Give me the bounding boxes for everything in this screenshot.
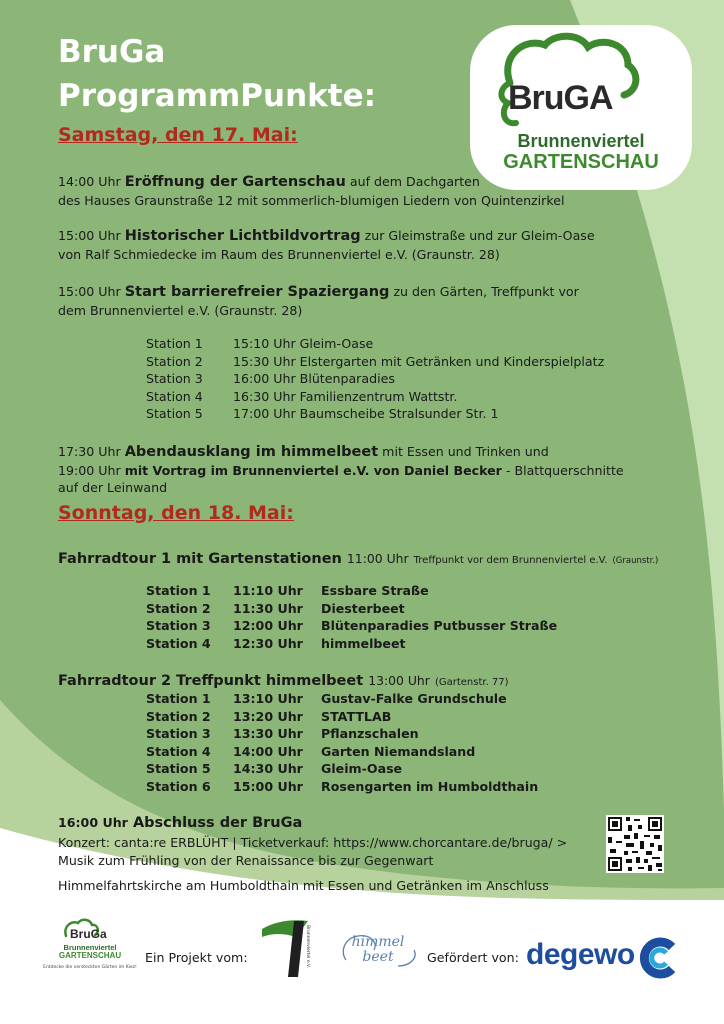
station-label: Station 4 [146,635,211,651]
tour1-heading [58,551,658,567]
station-text: 17:00 Uhr Baumscheibe Stralsunder Str. 1 [233,406,499,421]
closing-heading [58,815,302,831]
station-label: Station 1 [146,691,211,706]
concert-line: Konzert: canta:re ERBLÜHT | Ticketverkauf: https://www.chorcantare.de/bruga/ > [58,835,568,850]
station-text: 15:30 Uhr Elstergarten mit Getränken und Kinderspielplatz [233,353,605,369]
event-time: 15:00 Uhr [58,228,121,243]
event-text-line3: auf der Leinwand [58,480,168,495]
tour-addr: (Gartenstr. 77) [434,677,509,688]
tour-title: Fahrradtour 1 mit Gartenstationen [58,551,342,567]
event-title: Eröffnung der Gartenschau [124,174,346,190]
concert-line-2: Musik zum Frühling von der Renaissance bis zur Gegenwart [58,852,434,868]
event-text-line2: dem Brunnenviertel e.V. (Graunstr. 28) [58,302,303,318]
station-text: 15:10 Uhr Gleim-Oase [233,336,374,351]
event-walk [58,283,658,319]
event-time: 15:00 Uhr [58,284,121,299]
station-time: 14:30 Uhr [233,761,303,776]
station-place: Blütenparadies Putbusser Straße [321,618,558,633]
small-logo-bruga: BruGa [70,927,107,941]
station-label: Station 5 [146,761,211,776]
station-label: Station 2 [146,708,211,724]
station-label: Station 4 [146,388,203,404]
station-place: Diesterbeet [321,600,405,616]
station-place: himmelbeet [321,635,406,651]
event-text-line2: des Hauses Graunstraße 12 mit sommerlich-blumigen Liedern von Quintenzirkel [58,192,565,208]
tour1-stations [146,582,557,652]
event-text: auf dem Dachgarten [349,174,480,189]
qr-code[interactable] [606,815,664,873]
station-place: Gustav-Falke Grundschule [321,691,507,706]
tour-addr: (Graunstr.) [612,556,659,566]
event-time: 17:30 Uhr [58,444,121,459]
station-label: Station 3 [146,726,211,741]
saturday-heading: Samstag, den 17. Mai: [58,124,298,146]
list-item [146,370,604,388]
project-label: Ein Projekt vom: [145,950,248,965]
station-time: 13:30 Uhr [233,726,303,741]
table-row [146,600,557,618]
station-time: 12:00 Uhr [233,618,303,633]
footer-bruga-logo [40,918,140,976]
event-opening [58,173,658,209]
himmelbeet-text: himmel beet [351,934,405,965]
table-row [146,778,538,796]
small-logo-tagline: Entdecke die versteckten Gärten im Kiez! [43,965,137,970]
station-label: Station 6 [146,778,211,794]
list-item [146,335,604,353]
closing-title: Abschluss der BruGa [132,815,303,831]
station-label: Station 2 [146,353,203,369]
event-title: Abendausklang im himmelbeet [124,444,379,460]
event-text-line2: von Ralf Schmiedecke im Raum des Brunnenviertel e.V. (Graunstr. 28) [58,246,500,262]
event-text: zur Gleimstraße und zur Gleim-Oase [364,228,595,243]
degewo-c-icon [636,935,682,981]
sunday-heading: Sonntag, den 18. Mai: [58,502,294,524]
walk-stations [146,335,604,423]
station-label: Station 3 [146,371,203,386]
bv-vertical-text: Brunnenviertel e.V. [305,925,310,968]
station-place: Gleim-Oase [321,761,403,776]
table-row [146,617,557,635]
tour-title: Fahrradtour 2 Treffpunkt himmelbeet [58,673,364,689]
closing-time: 16:00 Uhr [58,815,128,830]
station-time: 14:00 Uhr [233,743,303,759]
event-evening [58,443,658,497]
table-row [146,760,538,778]
bruga-logo [470,25,692,190]
tour-time: 13:00 Uhr [368,673,430,688]
table-row [146,708,538,726]
small-logo-line1: Brunnenviertel [63,943,117,952]
event-text: mit Essen und Trinken und [382,444,549,459]
logo-line-1: Brunnenviertel [517,131,645,151]
event-title: Historischer Lichtbildvortrag [124,228,361,244]
closing-text [58,834,618,869]
funded-label: Gefördert von: [427,950,519,965]
title-line-1: BruGa [58,34,166,70]
station-place: STATTLAB [321,708,392,724]
station-time: 15:00 Uhr [233,778,303,794]
list-item [146,405,604,423]
station-text: 16:00 Uhr Blütenparadies [233,371,395,386]
list-item [146,353,604,371]
station-time: 12:30 Uhr [233,635,303,651]
tour-time: 11:00 Uhr [346,551,409,566]
station-label: Station 1 [146,583,211,598]
event-text: zu den Gärten, Treffpunkt vor [393,284,579,299]
station-text: 16:30 Uhr Familienzentrum Wattstr. [233,388,458,404]
event-text-2: - Blattquerschnitte [505,462,624,478]
station-label: Station 3 [146,618,211,633]
table-row [146,743,538,761]
tour2-stations [146,690,538,795]
degewo-logo-text: degewo [526,938,635,971]
event-lecture [58,227,658,263]
event-time: 14:00 Uhr [58,174,121,189]
station-place: Rosengarten im Humboldthain [321,778,539,794]
himmelbeet-logo [338,930,422,976]
station-place: Garten Niemandsland [321,743,476,759]
title-line-2: ProgrammPunkte: [58,78,377,114]
station-time: 13:20 Uhr [233,708,303,724]
table-row [146,635,557,653]
closing-location: Himmelfahrtskirche am Humboldthain mit Essen und Getränken im Anschluss [58,878,549,893]
event-title: Start barrierefreier Spaziergang [124,284,390,300]
small-logo-line2: GARTENSCHAU [58,951,122,960]
event-time-2: 19:00 Uhr [58,462,121,478]
event-title-2: mit Vortrag im Brunnenviertel e.V. von Daniel Becker [124,462,502,478]
station-label: Station 4 [146,743,211,759]
station-label: Station 1 [146,336,203,351]
brunnenviertel-ev-logo [258,915,318,979]
station-time: 11:30 Uhr [233,600,303,616]
list-item [146,388,604,406]
station-place: Pflanzschalen [321,726,419,741]
logo-line-2: GARTENSCHAU [503,151,659,173]
station-place: Essbare Straße [321,583,429,598]
table-row [146,725,538,743]
station-time: 11:10 Uhr [233,583,303,598]
station-label: Station 2 [146,600,211,616]
tour2-heading [58,673,509,689]
logo-bruga-text: BruGA [508,79,613,117]
station-label: Station 5 [146,406,203,421]
table-row [146,690,538,708]
station-time: 13:10 Uhr [233,691,303,706]
tour-meet: Treffpunkt vor dem Brunnenviertel e.V. [413,555,608,566]
page-title [58,30,376,118]
table-row [146,582,557,600]
